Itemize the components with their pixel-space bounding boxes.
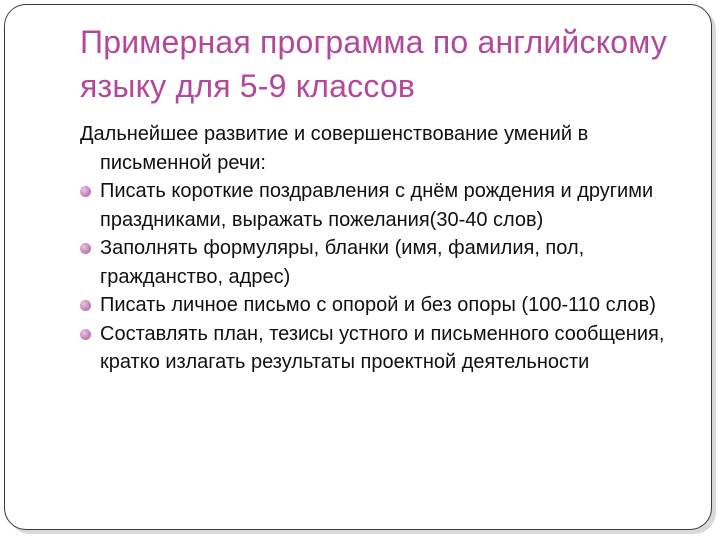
list-item-text: Составлять план, тезисы устного и письменного сообщения, кратко излагать результаты проектной деятельности — [100, 322, 665, 373]
bullet-list — [80, 177, 680, 377]
list-item — [80, 291, 680, 320]
round-bullet-icon — [80, 329, 91, 340]
list-item — [80, 234, 680, 291]
slide-content — [80, 120, 680, 377]
list-item-text: Заполнять формуляры, бланки (имя, фамилия, пол, гражданство, адрес) — [100, 237, 585, 288]
round-bullet-icon — [80, 186, 91, 197]
intro-text: Дальнейшее развитие и совершенствование умений в письменной речи: — [80, 123, 589, 174]
round-bullet-icon — [80, 243, 91, 254]
slide-title: Примерная программа по английскому языку для 5-9 классов — [80, 24, 668, 104]
list-item — [80, 320, 680, 377]
list-item — [80, 177, 680, 234]
round-bullet-icon — [80, 300, 91, 311]
list-item-text: Писать короткие поздравления с днём рождения и другими праздниками, выражать пожелания(30-40 слов) — [100, 180, 654, 231]
list-item-text: Писать личное письмо с опорой и без опоры (100-110 слов) — [100, 294, 656, 316]
